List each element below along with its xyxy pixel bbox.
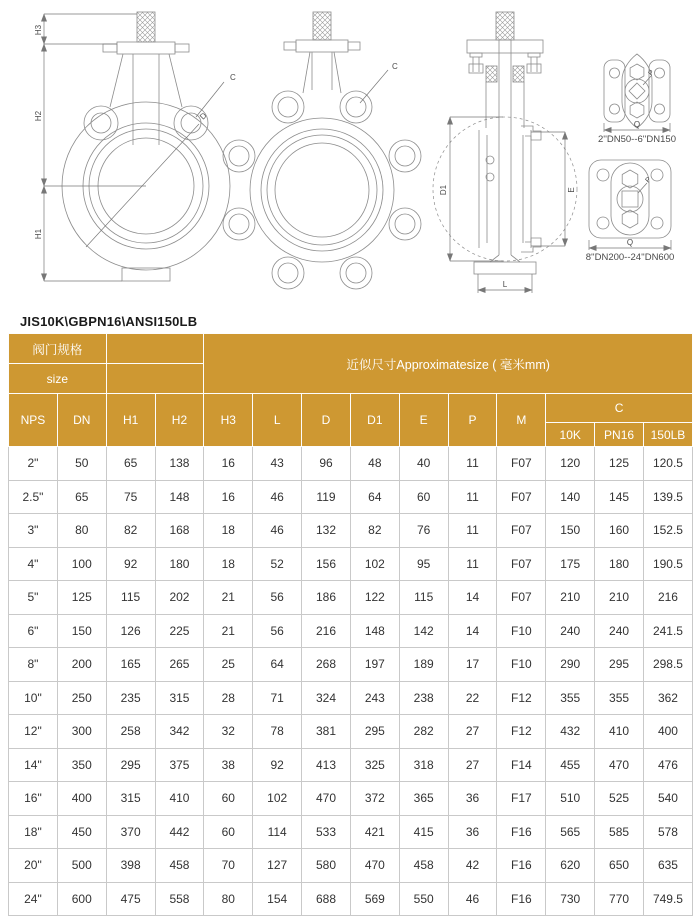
table-cell: 400 bbox=[643, 715, 692, 749]
table-cell: 620 bbox=[546, 849, 595, 883]
table-cell: 200 bbox=[57, 648, 106, 682]
table-cell: 370 bbox=[106, 815, 155, 849]
table-cell: 375 bbox=[155, 748, 204, 782]
table-cell: 125 bbox=[57, 581, 106, 615]
column-header-h2: H2 bbox=[155, 394, 204, 447]
table-cell: 240 bbox=[546, 614, 595, 648]
table-cell: 114 bbox=[253, 815, 302, 849]
column-header-h3: H3 bbox=[204, 394, 253, 447]
table-cell: 4" bbox=[9, 547, 58, 581]
table-cell: 32 bbox=[204, 715, 253, 749]
table-cell: 60 bbox=[204, 815, 253, 849]
table-cell: 413 bbox=[302, 748, 351, 782]
table-cell: 450 bbox=[57, 815, 106, 849]
table-cell: 150 bbox=[546, 514, 595, 548]
table-cell: 11 bbox=[448, 480, 497, 514]
table-cell: 365 bbox=[399, 782, 448, 816]
table-cell: 18 bbox=[204, 514, 253, 548]
table-cell: 216 bbox=[643, 581, 692, 615]
table-cell: 175 bbox=[546, 547, 595, 581]
wafer-valve-drawing bbox=[34, 12, 236, 281]
table-cell: 216 bbox=[302, 614, 351, 648]
table-cell: 76 bbox=[399, 514, 448, 548]
table-cell: 210 bbox=[546, 581, 595, 615]
table-cell: 95 bbox=[399, 547, 448, 581]
table-cell: 324 bbox=[302, 681, 351, 715]
table-cell: 8" bbox=[9, 648, 58, 682]
table-cell: 6" bbox=[9, 614, 58, 648]
table-cell: 80 bbox=[57, 514, 106, 548]
table-cell: 150 bbox=[57, 614, 106, 648]
table-cell: 600 bbox=[57, 882, 106, 916]
header-approx-size: 近似尺寸Approximatesize ( 毫米mm) bbox=[204, 334, 693, 394]
table-cell: 46 bbox=[253, 480, 302, 514]
table-row bbox=[9, 681, 693, 715]
table-cell: 650 bbox=[595, 849, 644, 883]
table-cell: 25 bbox=[204, 648, 253, 682]
dim-label-p: P bbox=[647, 69, 656, 78]
table-cell: F17 bbox=[497, 782, 546, 816]
header-valve-spec-en: size bbox=[9, 364, 107, 394]
table-cell: 36 bbox=[448, 782, 497, 816]
table-cell: 18" bbox=[9, 815, 58, 849]
table-cell: 325 bbox=[350, 748, 399, 782]
table-cell: 540 bbox=[643, 782, 692, 816]
table-cell: 96 bbox=[302, 447, 351, 481]
table-cell: 730 bbox=[546, 882, 595, 916]
table-cell: F16 bbox=[497, 849, 546, 883]
table-cell: 688 bbox=[302, 882, 351, 916]
table-cell: 243 bbox=[350, 681, 399, 715]
table-cell: F14 bbox=[497, 748, 546, 782]
table-cell: 258 bbox=[106, 715, 155, 749]
table-cell: 65 bbox=[106, 447, 155, 481]
table-cell: 290 bbox=[546, 648, 595, 682]
table-cell: 122 bbox=[350, 581, 399, 615]
table-cell: 235 bbox=[106, 681, 155, 715]
dim-label-p: P bbox=[644, 176, 653, 185]
table-cell: 455 bbox=[546, 748, 595, 782]
table-cell: 126 bbox=[106, 614, 155, 648]
table-cell: 197 bbox=[350, 648, 399, 682]
table-cell: 282 bbox=[399, 715, 448, 749]
table-cell: 533 bbox=[302, 815, 351, 849]
header-valve-spec-cn: 阀门规格 bbox=[9, 334, 107, 364]
dim-label-h2: H2 bbox=[34, 110, 43, 122]
table-cell: 43 bbox=[253, 447, 302, 481]
table-cell: 381 bbox=[302, 715, 351, 749]
table-cell: 580 bbox=[302, 849, 351, 883]
table-cell: 342 bbox=[155, 715, 204, 749]
pad-large-caption: 8''DN200--24''DN600 bbox=[585, 252, 675, 263]
table-cell: 10" bbox=[9, 681, 58, 715]
table-cell: 148 bbox=[155, 480, 204, 514]
table-cell: 189 bbox=[399, 648, 448, 682]
table-cell: 127 bbox=[253, 849, 302, 883]
table-cell: 125 bbox=[595, 447, 644, 481]
dim-label-d1: D1 bbox=[439, 184, 448, 196]
table-cell: 52 bbox=[253, 547, 302, 581]
table-cell: 16" bbox=[9, 782, 58, 816]
table-cell: 168 bbox=[155, 514, 204, 548]
table-cell: 12" bbox=[9, 715, 58, 749]
column-header-d: D bbox=[302, 394, 351, 447]
table-cell: 50 bbox=[57, 447, 106, 481]
table-cell: 22 bbox=[448, 681, 497, 715]
table-cell: 410 bbox=[155, 782, 204, 816]
table-row bbox=[9, 447, 693, 481]
table-row bbox=[9, 882, 693, 916]
iso-pad-small-drawing bbox=[598, 54, 676, 145]
table-cell: 46 bbox=[253, 514, 302, 548]
table-cell: 240 bbox=[595, 614, 644, 648]
table-cell: 78 bbox=[253, 715, 302, 749]
table-cell: 458 bbox=[399, 849, 448, 883]
table-cell: 11 bbox=[448, 547, 497, 581]
table-cell: 46 bbox=[448, 882, 497, 916]
column-header-l: L bbox=[253, 394, 302, 447]
table-cell: 5" bbox=[9, 581, 58, 615]
table-cell: 410 bbox=[595, 715, 644, 749]
section-view-drawing bbox=[433, 12, 577, 293]
table-row bbox=[9, 815, 693, 849]
column-header-p: P bbox=[448, 394, 497, 447]
table-cell: 372 bbox=[350, 782, 399, 816]
table-cell: 142 bbox=[399, 614, 448, 648]
header-blank-cell bbox=[106, 334, 204, 364]
table-cell: 525 bbox=[595, 782, 644, 816]
table-cell: 300 bbox=[57, 715, 106, 749]
table-cell: 148 bbox=[350, 614, 399, 648]
table-cell: 24" bbox=[9, 882, 58, 916]
table-cell: 578 bbox=[643, 815, 692, 849]
table-cell: 64 bbox=[253, 648, 302, 682]
table-cell: 11 bbox=[448, 447, 497, 481]
table-cell: 295 bbox=[106, 748, 155, 782]
table-row bbox=[9, 614, 693, 648]
table-cell: 71 bbox=[253, 681, 302, 715]
table-cell: 510 bbox=[546, 782, 595, 816]
leader-label-c: C bbox=[392, 62, 398, 71]
iso-pad-large-drawing bbox=[586, 160, 675, 263]
table-cell: 295 bbox=[595, 648, 644, 682]
table-cell: 115 bbox=[399, 581, 448, 615]
dim-label-e: E bbox=[567, 187, 576, 193]
table-cell: 64 bbox=[350, 480, 399, 514]
column-header-dn: DN bbox=[57, 394, 106, 447]
table-cell: 265 bbox=[155, 648, 204, 682]
table-cell: 82 bbox=[106, 514, 155, 548]
column-header-c-group: C bbox=[546, 394, 693, 423]
table-cell: 400 bbox=[57, 782, 106, 816]
table-cell: 65 bbox=[57, 480, 106, 514]
dim-label-h3: H3 bbox=[34, 24, 43, 36]
table-cell: 40 bbox=[399, 447, 448, 481]
dim-label-l: L bbox=[502, 280, 508, 289]
table-row bbox=[9, 480, 693, 514]
table-cell: 165 bbox=[106, 648, 155, 682]
table-cell: 432 bbox=[546, 715, 595, 749]
table-cell: 180 bbox=[595, 547, 644, 581]
table-cell: 470 bbox=[302, 782, 351, 816]
table-cell: 92 bbox=[106, 547, 155, 581]
table-cell: 11 bbox=[448, 514, 497, 548]
table-cell: 180 bbox=[155, 547, 204, 581]
table-cell: 119 bbox=[302, 480, 351, 514]
technical-drawings bbox=[0, 0, 700, 312]
table-cell: F12 bbox=[497, 715, 546, 749]
table-cell: 350 bbox=[57, 748, 106, 782]
table-body bbox=[9, 447, 693, 916]
table-cell: 238 bbox=[399, 681, 448, 715]
table-cell: 569 bbox=[350, 882, 399, 916]
table-cell: 56 bbox=[253, 614, 302, 648]
table-cell: 318 bbox=[399, 748, 448, 782]
table-cell: F16 bbox=[497, 882, 546, 916]
table-cell: 120 bbox=[546, 447, 595, 481]
table-row bbox=[9, 715, 693, 749]
column-header-c-10k: 10K bbox=[546, 423, 595, 447]
dim-label-q: Q bbox=[633, 120, 641, 129]
table-cell: 152.5 bbox=[643, 514, 692, 548]
table-cell: 48 bbox=[350, 447, 399, 481]
table-cell: 295 bbox=[350, 715, 399, 749]
table-cell: 42 bbox=[448, 849, 497, 883]
table-header bbox=[9, 334, 693, 447]
column-header-nps: NPS bbox=[9, 394, 58, 447]
table-cell: 20" bbox=[9, 849, 58, 883]
table-cell: 140 bbox=[546, 480, 595, 514]
table-cell: 355 bbox=[595, 681, 644, 715]
column-header-m: M bbox=[497, 394, 546, 447]
table-cell: 27 bbox=[448, 748, 497, 782]
table-cell: F16 bbox=[497, 815, 546, 849]
table-cell: 298.5 bbox=[643, 648, 692, 682]
table-cell: 21 bbox=[204, 614, 253, 648]
table-cell: 80 bbox=[204, 882, 253, 916]
table-row bbox=[9, 849, 693, 883]
table-cell: 470 bbox=[595, 748, 644, 782]
header-blank-cell bbox=[106, 364, 204, 394]
dim-label-q: Q bbox=[626, 238, 634, 247]
table-cell: 475 bbox=[106, 882, 155, 916]
table-cell: 156 bbox=[302, 547, 351, 581]
column-header-e: E bbox=[399, 394, 448, 447]
table-cell: 102 bbox=[253, 782, 302, 816]
table-row bbox=[9, 547, 693, 581]
table-cell: 500 bbox=[57, 849, 106, 883]
table-cell: 139.5 bbox=[643, 480, 692, 514]
table-cell: 241.5 bbox=[643, 614, 692, 648]
table-cell: 16 bbox=[204, 480, 253, 514]
table-cell: 92 bbox=[253, 748, 302, 782]
table-cell: 160 bbox=[595, 514, 644, 548]
table-row bbox=[9, 748, 693, 782]
table-cell: 60 bbox=[204, 782, 253, 816]
table-row bbox=[9, 514, 693, 548]
table-cell: 100 bbox=[57, 547, 106, 581]
column-header-h1: H1 bbox=[106, 394, 155, 447]
dim-label-h1: H1 bbox=[34, 228, 43, 240]
table-cell: 585 bbox=[595, 815, 644, 849]
table-cell: 102 bbox=[350, 547, 399, 581]
table-cell: 635 bbox=[643, 849, 692, 883]
table-title: JIS10K\GBPN16\ANSI150LB bbox=[20, 314, 198, 329]
pad-small-caption: 2''DN50--6''DN150 bbox=[597, 134, 677, 145]
column-header-c-150lb: 150LB bbox=[643, 423, 692, 447]
table-cell: 190.5 bbox=[643, 547, 692, 581]
table-cell: 250 bbox=[57, 681, 106, 715]
column-header-c-pn16: PN16 bbox=[595, 423, 644, 447]
table-cell: F07 bbox=[497, 447, 546, 481]
table-cell: 14" bbox=[9, 748, 58, 782]
table-cell: 28 bbox=[204, 681, 253, 715]
lug-valve-drawing bbox=[223, 12, 421, 289]
table-cell: 14 bbox=[448, 581, 497, 615]
table-cell: 186 bbox=[302, 581, 351, 615]
table-cell: 470 bbox=[350, 849, 399, 883]
table-cell: 60 bbox=[399, 480, 448, 514]
table-cell: 3" bbox=[9, 514, 58, 548]
table-cell: F07 bbox=[497, 514, 546, 548]
table-cell: F10 bbox=[497, 614, 546, 648]
table-cell: 421 bbox=[350, 815, 399, 849]
table-cell: 36 bbox=[448, 815, 497, 849]
table-cell: 398 bbox=[106, 849, 155, 883]
table-cell: 70 bbox=[204, 849, 253, 883]
table-cell: 458 bbox=[155, 849, 204, 883]
table-cell: 202 bbox=[155, 581, 204, 615]
table-cell: 749.5 bbox=[643, 882, 692, 916]
table-cell: 770 bbox=[595, 882, 644, 916]
table-cell: 2.5" bbox=[9, 480, 58, 514]
table-cell: 16 bbox=[204, 447, 253, 481]
valve-drawings-svg bbox=[0, 0, 700, 312]
table-cell: 145 bbox=[595, 480, 644, 514]
table-cell: 115 bbox=[106, 581, 155, 615]
dim-label-d: D bbox=[198, 110, 209, 122]
table-cell: 14 bbox=[448, 614, 497, 648]
table-cell: 355 bbox=[546, 681, 595, 715]
table-row bbox=[9, 782, 693, 816]
table-cell: 27 bbox=[448, 715, 497, 749]
table-cell: F07 bbox=[497, 547, 546, 581]
table-cell: 315 bbox=[106, 782, 155, 816]
table-cell: 154 bbox=[253, 882, 302, 916]
table-cell: 315 bbox=[155, 681, 204, 715]
table-cell: 56 bbox=[253, 581, 302, 615]
table-cell: 415 bbox=[399, 815, 448, 849]
table-cell: F07 bbox=[497, 480, 546, 514]
table-cell: F07 bbox=[497, 581, 546, 615]
table-cell: 21 bbox=[204, 581, 253, 615]
table-cell: 82 bbox=[350, 514, 399, 548]
table-cell: 38 bbox=[204, 748, 253, 782]
table-cell: 476 bbox=[643, 748, 692, 782]
table-cell: 17 bbox=[448, 648, 497, 682]
column-header-d1: D1 bbox=[350, 394, 399, 447]
table-cell: 565 bbox=[546, 815, 595, 849]
table-cell: 268 bbox=[302, 648, 351, 682]
table-cell: F12 bbox=[497, 681, 546, 715]
table-cell: 210 bbox=[595, 581, 644, 615]
table-cell: 442 bbox=[155, 815, 204, 849]
table-cell: 18 bbox=[204, 547, 253, 581]
table-row bbox=[9, 648, 693, 682]
leader-label-c: C bbox=[230, 73, 236, 82]
table-cell: 138 bbox=[155, 447, 204, 481]
table-cell: F10 bbox=[497, 648, 546, 682]
table-cell: 558 bbox=[155, 882, 204, 916]
table-cell: 120.5 bbox=[643, 447, 692, 481]
table-cell: 550 bbox=[399, 882, 448, 916]
table-cell: 132 bbox=[302, 514, 351, 548]
dimension-table bbox=[8, 333, 693, 916]
table-row bbox=[9, 581, 693, 615]
table-cell: 362 bbox=[643, 681, 692, 715]
table-cell: 225 bbox=[155, 614, 204, 648]
table-cell: 75 bbox=[106, 480, 155, 514]
table-cell: 2" bbox=[9, 447, 58, 481]
